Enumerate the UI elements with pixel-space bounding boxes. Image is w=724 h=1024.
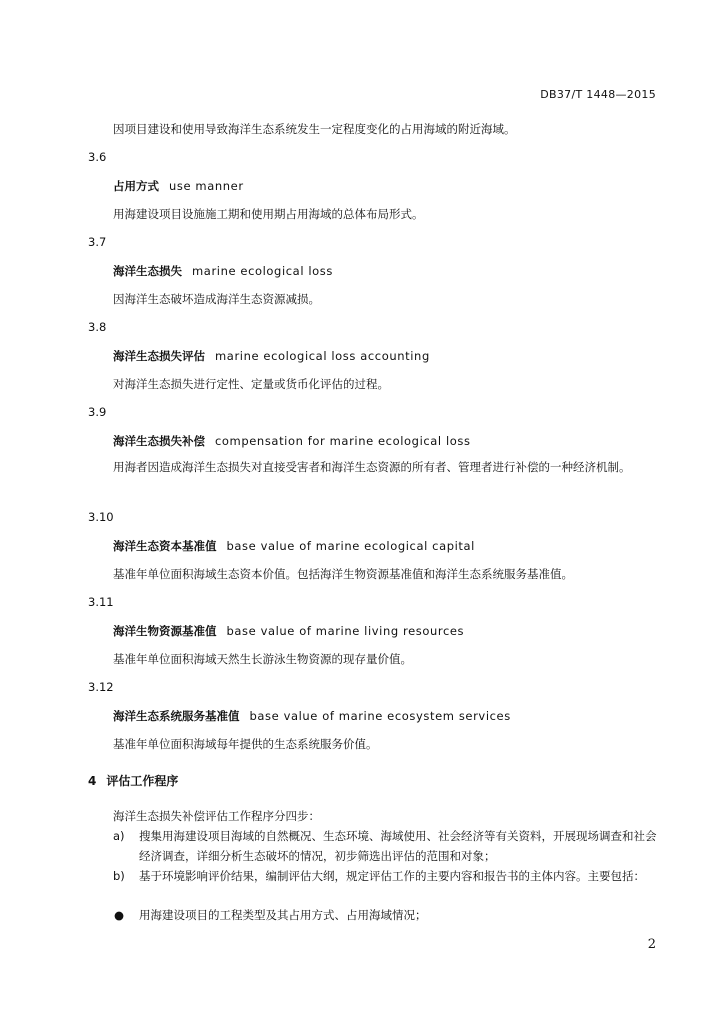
term-en: base value of marine living resources	[226, 624, 465, 638]
term-heading	[113, 178, 244, 194]
term-definition: 对海洋生态损失进行定性、定量或货币化评估的过程。	[113, 377, 389, 391]
section-intro: 海洋生态损失补偿评估工作程序分四步：	[113, 809, 320, 823]
term-heading	[113, 433, 471, 449]
term-heading	[113, 538, 475, 554]
term-heading	[113, 348, 430, 364]
bullet-item-text: 用海建设项目的工程类型及其占用方式、占用海域情况；	[139, 908, 427, 922]
document-id-header: DB37/T 1448—2015	[540, 88, 656, 101]
term-number: 3.8	[88, 320, 107, 334]
term-definition: 基准年单位面积海域天然生长游泳生物资源的现存量价值。	[113, 652, 412, 666]
list-item-text: 搜集用海建设项目海域的自然概况、生态环境、海域使用、社会经济等有关资料，开展现场调查和社会经济调查，详细分析生态破坏的情况，初步筛选出评估的范围和对象；	[139, 829, 657, 863]
term-en: marine ecological loss	[192, 264, 333, 278]
term-number: 3.11	[88, 595, 114, 609]
term-definition: 基准年单位面积海域每年提供的生态系统服务价值。	[113, 737, 378, 751]
term-heading	[113, 263, 333, 279]
term-en: use manner	[169, 179, 244, 193]
term-zh: 海洋生态资本基准值	[113, 539, 217, 553]
list-item-text: 基于环境影响评价结果，编制评估大纲，规定评估工作的主要内容和报告书的主体内容。主要包括：	[139, 869, 645, 883]
term-heading	[113, 708, 511, 724]
term-zh: 占用方式	[113, 179, 159, 193]
page-number: 2	[647, 937, 656, 952]
term-zh: 海洋生物资源基准值	[113, 624, 217, 638]
term-heading	[113, 623, 464, 639]
term-zh: 海洋生态系统服务基准值	[113, 709, 240, 723]
list-item-label: a)	[113, 829, 125, 843]
term-zh: 海洋生态损失补偿	[113, 434, 205, 448]
term-number: 3.9	[88, 405, 107, 419]
list-item-label: b)	[113, 869, 125, 883]
bullet-icon: ●	[114, 908, 125, 922]
term-number: 3.10	[88, 510, 114, 524]
section-number: 4	[88, 774, 97, 788]
term-definition: 用海建设项目设施施工期和使用期占用海域的总体布局形式。	[113, 207, 424, 221]
term-en: marine ecological loss accounting	[215, 349, 430, 363]
term-number: 3.12	[88, 680, 114, 694]
term-number: 3.6	[88, 150, 107, 164]
term-en: base value of marine ecological capital	[226, 539, 475, 553]
section-heading	[88, 772, 178, 789]
term-number: 3.7	[88, 235, 107, 249]
term-en: base value of marine ecosystem services	[249, 709, 511, 723]
term-definition: 因海洋生态破坏造成海洋生态资源减损。	[113, 292, 320, 306]
section-title: 评估工作程序	[106, 774, 179, 788]
term-zh: 海洋生态损失	[113, 264, 182, 278]
term-zh: 海洋生态损失评估	[113, 349, 205, 363]
lead-paragraph: 因项目建设和使用导致海洋生态系统发生一定程度变化的占用海域的附近海域。	[113, 122, 516, 136]
term-definition: 用海者因造成海洋生态损失对直接受害者和海洋生态资源的所有者、管理者进行补偿的一种经济机制。	[113, 460, 631, 474]
term-definition: 基准年单位面积海域生态资本价值。包括海洋生物资源基准值和海洋生态系统服务基准值。	[113, 567, 573, 581]
term-en: compensation for marine ecological loss	[215, 434, 471, 448]
